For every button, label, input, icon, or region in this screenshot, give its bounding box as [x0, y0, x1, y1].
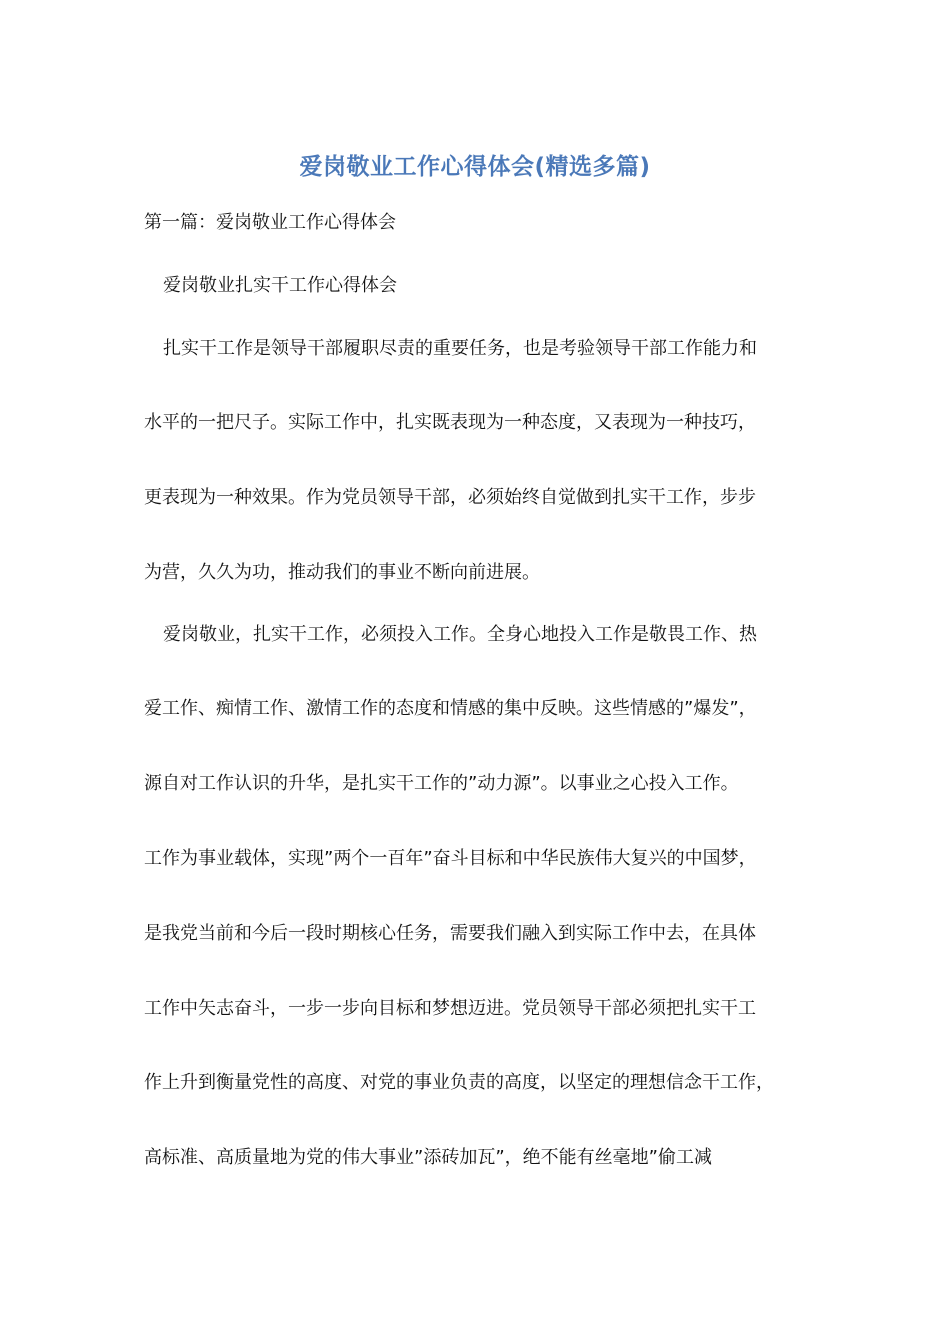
paragraph-line: 爱岗敬业，扎实干工作，必须投入工作。全身心地投入工作是敬畏工作、热: [163, 624, 757, 645]
paragraph-line: 扎实干工作是领导干部履职尽责的重要任务，也是考验领导干部工作能力和: [163, 338, 757, 359]
paragraph-line: 工作中矢志奋斗，一步一步向目标和梦想迈进。党员领导干部必须把扎实干工: [144, 998, 756, 1019]
paragraph-line: 为营，久久为功，推动我们的事业不断向前进展。: [144, 562, 540, 583]
paragraph-line: 爱工作、痴情工作、激情工作的态度和情感的集中反映。这些情感的”爆发”，: [144, 698, 757, 719]
paragraph-line: 更表现为一种效果。作为党员领导干部，必须始终自觉做到扎实干工作，步步: [144, 487, 756, 508]
article-subtitle: 爱岗敬业扎实干工作心得体会: [163, 275, 397, 296]
paragraph-line: 是我党当前和今后一段时期核心任务，需要我们融入到实际工作中去，在具体: [144, 923, 756, 944]
section-heading: 第一篇：爱岗敬业工作心得体会: [144, 212, 396, 233]
paragraph-line: 水平的一把尺子。实际工作中，扎实既表现为一种态度，又表现为一种技巧，: [144, 412, 756, 433]
paragraph-line: 工作为事业载体，实现”两个一百年”奋斗目标和中华民族伟大复兴的中国梦，: [144, 848, 757, 869]
paragraph-line: 高标准、高质量地为党的伟大事业”添砖加瓦”，绝不能有丝毫地”偷工减: [144, 1147, 712, 1168]
document-title: 爱岗敬业工作心得体会(精选多篇): [299, 154, 651, 180]
paragraph-line: 源自对工作认识的升华，是扎实干工作的”动力源”。以事业之心投入工作。: [144, 773, 739, 794]
paragraph-line: 作上升到衡量党性的高度、对党的事业负责的高度，以坚定的理想信念干工作，: [144, 1072, 774, 1093]
